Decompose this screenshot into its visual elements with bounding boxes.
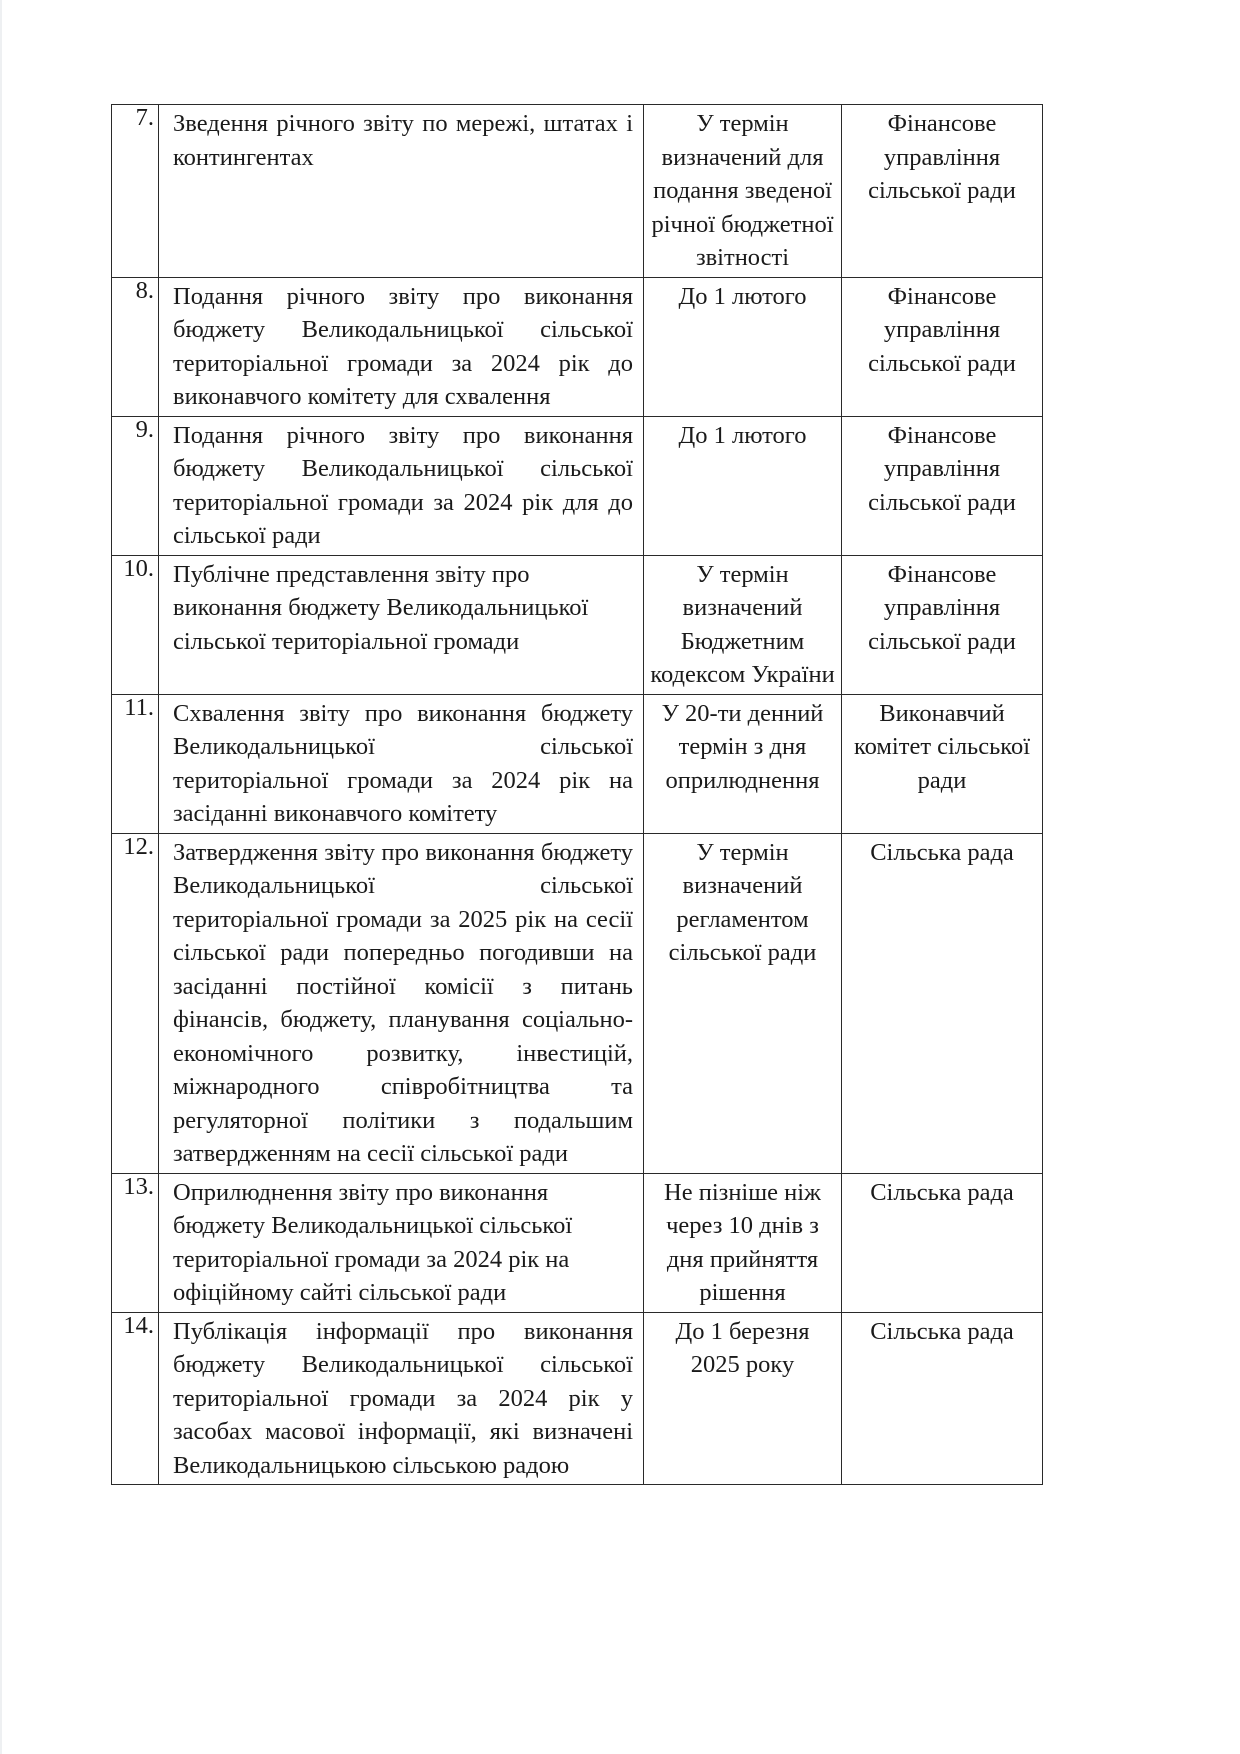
responsible-cell: Фінансове управління сільської ради: [842, 277, 1043, 416]
responsible-cell: Сільська рада: [842, 1312, 1043, 1485]
deadline-cell: До 1 лютого: [644, 277, 842, 416]
row-number: 8.: [112, 277, 159, 416]
deadline-cell: У термін визначений регламентом сільської ради: [644, 833, 842, 1173]
table-row: [112, 277, 1043, 416]
task-cell: Схвалення звіту про виконання бюджету Великодальницької сільської територіальної громади за 2024 рік на засіданні виконавчого комітету: [159, 694, 644, 833]
deadline-cell: До 1 лютого: [644, 416, 842, 555]
task-cell: Зведення річного звіту по мережі, штатах і контингентах: [159, 105, 644, 278]
deadline-cell: У 20-ти денний термін з дня оприлюднення: [644, 694, 842, 833]
responsible-cell: Фінансове управління сільської ради: [842, 416, 1043, 555]
deadline-cell: У термін визначений для подання зведеної річної бюджетної звітності: [644, 105, 842, 278]
row-number: 7.: [112, 105, 159, 278]
responsible-cell: Сільська рада: [842, 833, 1043, 1173]
task-cell: Подання річного звіту про виконання бюджету Великодальницької сільської територіальної громади за 2024 рік для до сільської ради: [159, 416, 644, 555]
table-row: [112, 1173, 1043, 1312]
table-row: [112, 416, 1043, 555]
task-cell: Оприлюднення звіту про виконання бюджету Великодальницької сільської територіальної громади за 2024 рік на офіційному сайті сільської ради: [159, 1173, 644, 1312]
responsible-cell: Виконавчий комітет сільської ради: [842, 694, 1043, 833]
row-number: 11.: [112, 694, 159, 833]
row-number: 13.: [112, 1173, 159, 1312]
deadline-cell: До 1 березня 2025 року: [644, 1312, 842, 1485]
table-row: [112, 833, 1043, 1173]
task-cell: Публічне представлення звіту про виконання бюджету Великодальницької сільської територіальної громади: [159, 555, 644, 694]
row-number: 10.: [112, 555, 159, 694]
deadline-cell: У термін визначений Бюджетним кодексом України: [644, 555, 842, 694]
budget-plan-table: [111, 104, 1043, 1485]
table-row: [112, 555, 1043, 694]
deadline-cell: Не пізніше ніж через 10 днів з дня прийняття рішення: [644, 1173, 842, 1312]
table-row: [112, 694, 1043, 833]
row-number: 9.: [112, 416, 159, 555]
responsible-cell: Фінансове управління сільської ради: [842, 105, 1043, 278]
task-cell: Затвердження звіту про виконання бюджету Великодальницької сільської територіальної громади за 2025 рік на сесії сільської ради попередньо погодивши на засіданні постійної комісії з питань фінансів, бюджету, планування соціально-економічного розвитку, інвестицій, міжнародного співробітництва та регуляторної політики з подальшим затвердженням на сесії сільської ради: [159, 833, 644, 1173]
responsible-cell: Фінансове управління сільської ради: [842, 555, 1043, 694]
row-number: 12.: [112, 833, 159, 1173]
table-row: [112, 1312, 1043, 1485]
task-cell: Подання річного звіту про виконання бюджету Великодальницької сільської територіальної громади за 2024 рік до виконавчого комітету для схвалення: [159, 277, 644, 416]
row-number: 14.: [112, 1312, 159, 1485]
responsible-cell: Сільська рада: [842, 1173, 1043, 1312]
task-cell: Публікація інформації про виконання бюджету Великодальницької сільської територіальної громади за 2024 рік у засобах масової інформації, які визначені Великодальницькою сільською радою: [159, 1312, 644, 1485]
table-row: [112, 105, 1043, 278]
